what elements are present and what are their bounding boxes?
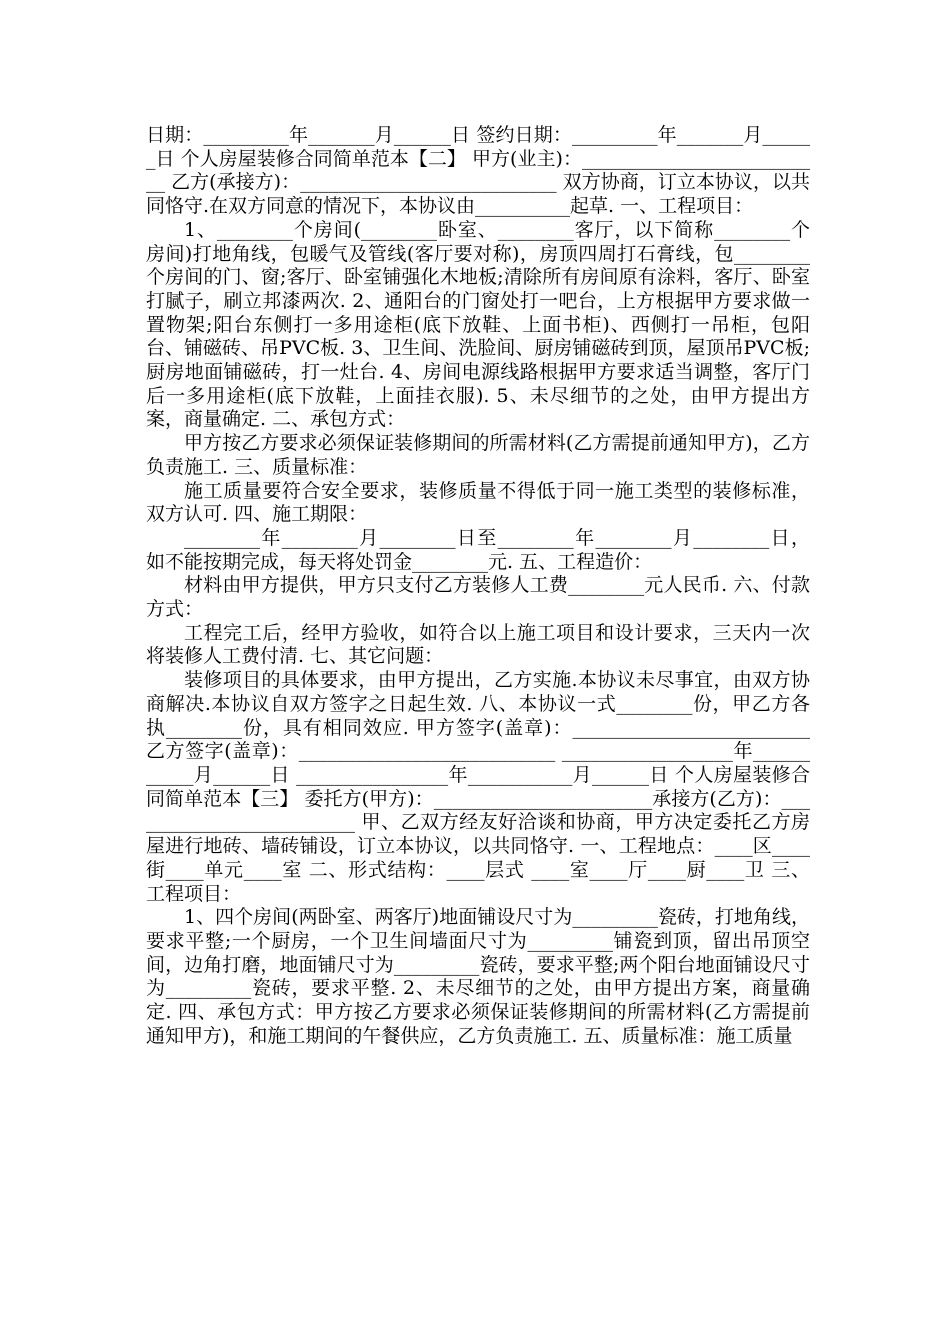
paragraph-project-cost: 材料由甲方提供，甲方只支付乙方装修人工费________元人民币. 六、付款方式： — [146, 574, 810, 621]
contract-document — [146, 124, 810, 1048]
paragraph-tiling-items: 1、四个房间(两卧室、两客厅)地面铺设尺寸为_________瓷砖，打地角线，要求平整;一个厨房，一个卫生间墙面尺寸为_________铺瓷到顶，留出吊顶空间，边角打磨，地面铺尺寸为_________瓷砖，要求平整;两个阳台地面铺设尺寸为_________瓷砖，要求平整. 2、未尽细节的之处，由甲方提出方案，商量确定. 四、承包方式：甲方按乙方要求必须保证装修期间的所需材料(乙方需提前通知甲方)，和施工期间的午餐供应，乙方负责施工. 五、质量标准：施工质量 — [146, 906, 810, 1047]
paragraph-dates-parties: 日期：_________年_______月______日 签约日期：_________年_______月______日 个人房屋装修合同简单范本【二】 甲方(业主)：__________________________ 乙方(承接方)：___________________________ 双方协商，订立本协议，以共同恪守.在双方同意的情况下，本协议由__________起草. 一、工程项目： — [146, 124, 810, 218]
paragraph-quality-standard: 施工质量要符合安全要求，装修质量不得低于同一施工类型的装修标准，双方认可. 四、施工期限： — [146, 479, 810, 526]
paragraph-construction-period: ________年________月________日至________年________月________日，如不能按期完成，每天将处罚金________元. 五、工程造价： — [146, 526, 810, 573]
paragraph-contract-mode: 甲方按乙方要求必须保证装修期间的所需材料(乙方需提前通知甲方)，乙方负责施工. 三、质量标准： — [146, 432, 810, 478]
paragraph-project-items: 1、________个房间(________卧室、________客厅，以下简称________个房间)打地角线，包暖气及管线(客厅要对称)，房顶四周打石膏线，包________个房间的门、窗;客厅、卧室铺强化木地板;清除所有房间原有涂料，客厅、卧室打腻子，刷立邦漆两次. 2、通阳台的门窗处打一吧台，上方根据甲方要求做一置物架;阳台东侧打一多用途柜(底下放鞋、上面书柜)、西侧打一吊柜，包阳台、铺磁砖、吊PVC板. 3、卫生间、洗脸间、厨房铺磁砖到顶，屋顶吊PVC板;厨房地面铺磁砖，打一灶台. 4、房间电源线路根据甲方要求适当调整，客厅门后一多用途柜(底下放鞋，上面挂衣服). 5、未尽细节的之处，由甲方提出方案，商量确定. 二、承包方式： — [146, 218, 810, 431]
paragraph-payment-method: 工程完工后，经甲方验收，如符合以上施工项目和设计要求，三天内一次将装修人工费付清. 七、其它问题： — [146, 621, 810, 668]
paragraph-other-issues: 装修项目的具体要求，由甲方提出，乙方实施.本协议未尽事宜，由双方协商解决.本协议自双方签字之日起生效. 八、本协议一式________份，甲乙方各执________份，具有相同效应. 甲方签字(盖章)：_________________________ 乙方签字(盖章)：___________________________ __________________年___________月______日 ________________年___________月______日 个人房屋装修合同简单范本【三】 委托方(甲方)：_______________________承接方(乙方)：_________________________ 甲、乙双方经友好洽谈和协商，甲方决定委托乙方房屋进行地砖、墙砖铺设，订立本协议，以共同恪守. 一、工程地点：____区____街____单元____室 二、形式结构：____层式 ____室____厅____厨____卫 三、工程项目： — [146, 669, 810, 905]
